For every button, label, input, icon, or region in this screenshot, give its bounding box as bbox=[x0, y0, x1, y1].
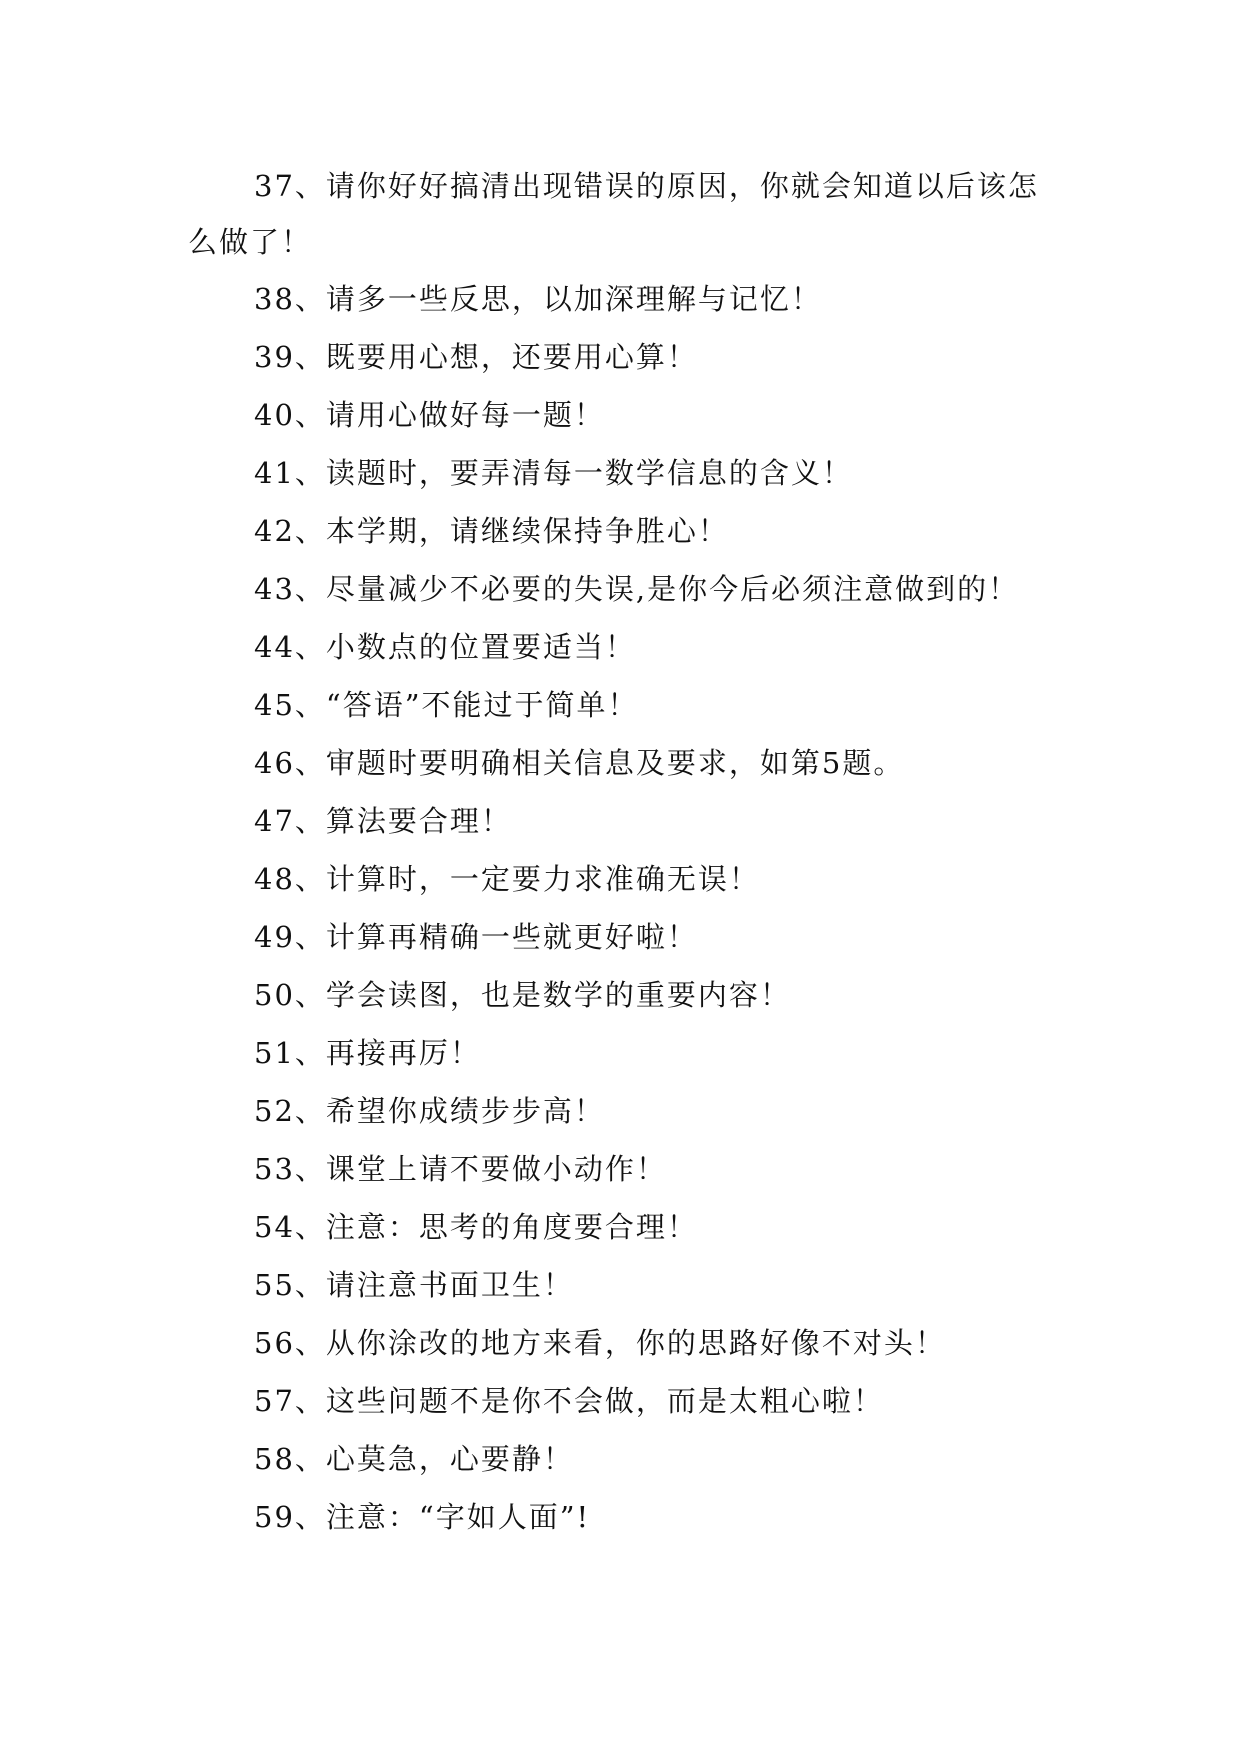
paragraph-49: 49、计算再精确一些就更好啦！ bbox=[254, 920, 698, 954]
document-body bbox=[188, 158, 1058, 1546]
paragraph-38: 38、请多一些反思，以加深理解与记忆！ bbox=[254, 282, 822, 316]
paragraph-59: 59、注意：“字如人面”! bbox=[254, 1500, 591, 1534]
paragraph-51: 51、再接再厉！ bbox=[254, 1036, 481, 1070]
paragraph-58: 58、心莫急，心要静！ bbox=[254, 1442, 574, 1476]
paragraph-52: 52、希望你成绩步步高！ bbox=[254, 1094, 605, 1128]
paragraph-43: 43、尽量减少不必要的失误,是你今后必须注意做到的！ bbox=[254, 572, 1020, 606]
paragraph-56: 56、从你涂改的地方来看，你的思路好像不对头！ bbox=[254, 1326, 946, 1360]
paragraph-46: 46、审题时要明确相关信息及要求，如第5题。 bbox=[254, 746, 905, 780]
paragraph-55: 55、请注意书面卫生！ bbox=[254, 1268, 574, 1302]
paragraph-53: 53、课堂上请不要做小动作！ bbox=[254, 1152, 667, 1186]
paragraph-54: 54、注意：思考的角度要合理！ bbox=[254, 1210, 698, 1244]
paragraph-40: 40、请用心做好每一题！ bbox=[254, 398, 605, 432]
paragraph-47: 47、算法要合理！ bbox=[254, 804, 512, 838]
paragraph-57: 57、这些问题不是你不会做，而是太粗心啦！ bbox=[254, 1384, 884, 1418]
paragraph-42: 42、本学期，请继续保持争胜心！ bbox=[254, 514, 729, 548]
paragraph-50: 50、学会读图，也是数学的重要内容！ bbox=[254, 978, 791, 1012]
paragraph-44: 44、小数点的位置要适当！ bbox=[254, 630, 636, 664]
paragraph-41: 41、读题时，要弄清每一数学信息的含义！ bbox=[254, 456, 853, 490]
paragraph-39: 39、既要用心想，还要用心算！ bbox=[254, 340, 698, 374]
paragraph-48: 48、计算时，一定要力求准确无误！ bbox=[254, 862, 760, 896]
paragraph-37: 37、请你好好搞清出现错误的原因，你就会知道以后该怎么做了！ bbox=[188, 169, 1039, 259]
paragraph-45: 45、“答语”不能过于简单！ bbox=[254, 688, 639, 722]
